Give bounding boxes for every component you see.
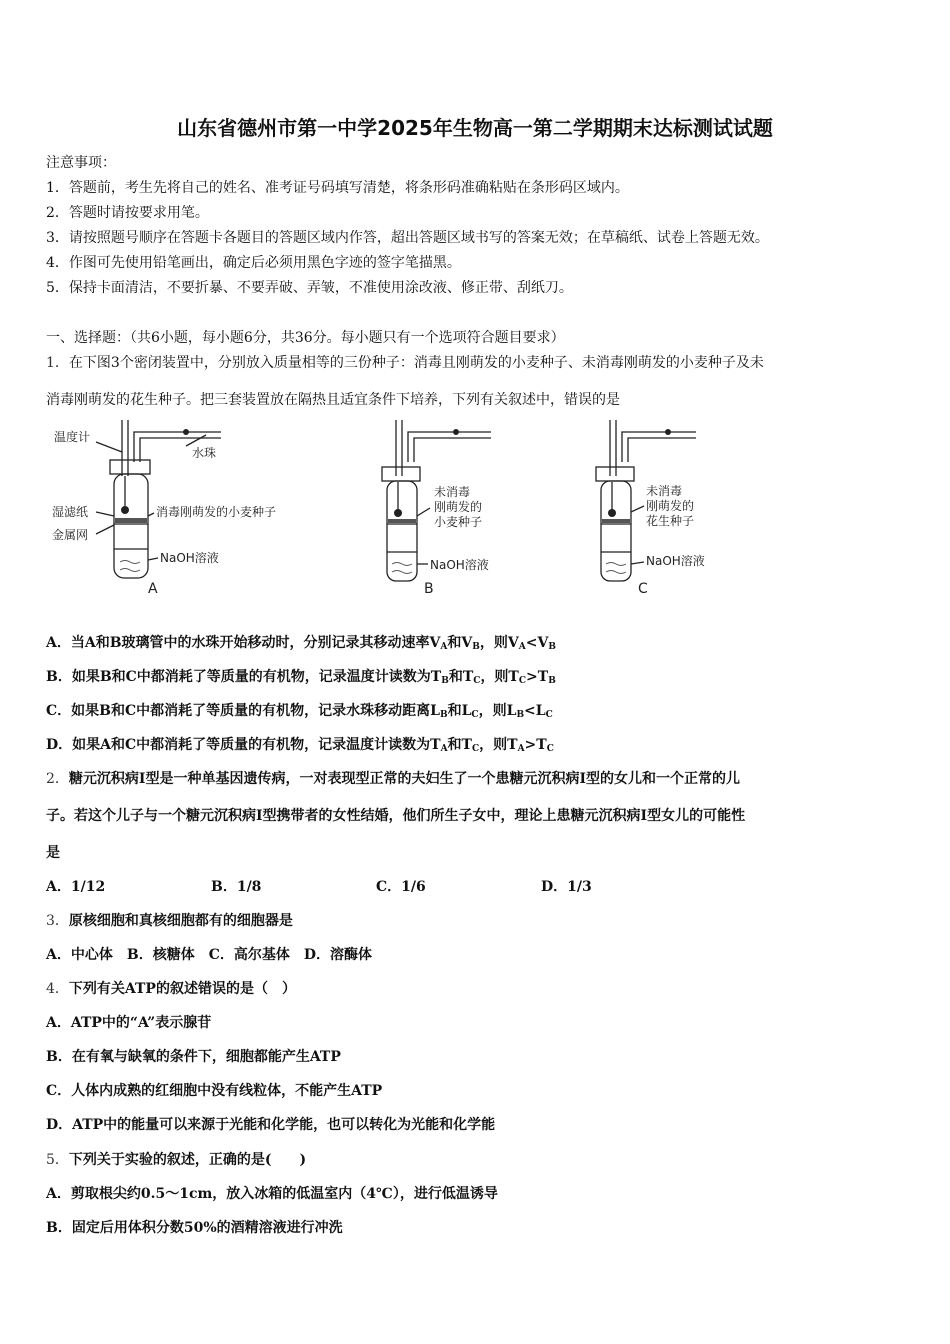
label-naoh-c: NaOH溶液 xyxy=(646,554,705,568)
question-3-options: A．中心体 B．核糖体 C．高尔基体 D．溶酶体 xyxy=(46,947,372,963)
notice-item: 4．作图可先使用铅笔画出，确定后必须用黑色字迹的签字笔描黑。 xyxy=(46,255,461,271)
question-4-option-b: B．在有氧与缺氧的条件下，细胞都能产生ATP xyxy=(46,1049,341,1065)
option: B．1/8 xyxy=(211,879,262,895)
question-3-stem: 3．原核细胞和真核细胞都有的细胞器是 xyxy=(46,913,293,929)
section-heading: 一、选择题：（共6小题，每小题6分，共36分。每小题只有一个选项符合题目要求） xyxy=(46,330,565,346)
question-5-stem: 5．下列关于实验的叙述，正确的是( ) xyxy=(46,1152,307,1168)
label-c: C xyxy=(638,581,648,597)
label-wet-paper: 湿滤纸 xyxy=(52,505,89,519)
notice-heading: 注意事项： xyxy=(46,155,116,171)
question-2-stem-cont: 是 xyxy=(46,845,60,861)
option: A．1/12 xyxy=(46,879,106,895)
experiment-diagram xyxy=(46,412,706,602)
label-seed-c: 刚萌发的 xyxy=(646,499,695,513)
question-1-option-b: B．如果B和C中都消耗了等质量的有机物，记录温度计读数为$T_B$和$T_C$，则$T_C>T_B$ xyxy=(46,669,556,686)
notice-item: 1．答题前，考生先将自己的姓名、准考证号码填写清楚，将条形码准确粘贴在条形码区域内。 xyxy=(46,180,629,196)
label-naoh-b: NaOH溶液 xyxy=(430,558,489,572)
question-4-option-c: C．人体内成熟的红细胞中没有线粒体，不能产生ATP xyxy=(46,1083,383,1099)
label-seed-b: 未消毒 xyxy=(434,485,471,499)
question-5-option-b: B．固定后用体积分数50%的酒精溶液进行冲洗 xyxy=(46,1220,343,1236)
question-2-stem: 2．糖元沉积病Ⅰ型是一种单基因遗传病，一对表现型正常的夫妇生了一个患糖元沉积病Ⅰ型的女儿和一个正常的儿 xyxy=(46,771,741,787)
label-naoh-a: NaOH溶液 xyxy=(160,551,219,565)
page-title: 山东省德州市第一中学2025年生物高一第二学期期末达标测试试题 xyxy=(177,116,773,140)
label-a: A xyxy=(148,581,158,597)
question-1-option-d: D．如果A和C中都消耗了等质量的有机物，记录温度计读数为$T_A$和$T_C$，则$T_A>T_C$ xyxy=(46,737,554,754)
label-metal-net: 金属网 xyxy=(52,528,89,542)
label-thermometer: 温度计 xyxy=(54,430,91,444)
question-4-option-a: A．ATP中的“A”表示腺苷 xyxy=(46,1015,212,1031)
question-1-option-c: C．如果B和C中都消耗了等质量的有机物，记录水珠移动距离$L_B$和$L_C$，则$L_B<L_C$ xyxy=(46,703,553,720)
notice-item: 3．请按照题号顺序在答题卡各题目的答题区域内作答，超出答题区域书写的答案无效；在草稿纸、试卷上答题无效。 xyxy=(46,230,769,246)
question-4-stem: 4．下列有关ATP的叙述错误的是（ ） xyxy=(46,981,296,997)
label-seed-b: 小麦种子 xyxy=(434,515,483,529)
option: C．1/6 xyxy=(376,879,426,895)
option: D．1/3 xyxy=(541,879,592,895)
label-seed-b: 刚萌发的 xyxy=(434,500,483,514)
notice-item: 5．保持卡面清洁，不要折暴、不要弄破、弄皱，不准使用涂改液、修正带、刮纸刀。 xyxy=(46,280,573,296)
label-seed-a: 消毒刚萌发的小麦种子 xyxy=(156,505,277,519)
question-4-option-d: D．ATP中的能量可以来源于光能和化学能，也可以转化为光能和化学能 xyxy=(46,1117,496,1133)
question-2-stem-cont: 子。若这个儿子与一个糖元沉积病Ⅰ型携带者的女性结婚，他们所生子女中，理论上患糖元沉积病Ⅰ型女儿的可能性 xyxy=(46,808,746,824)
label-seed-c: 花生种子 xyxy=(646,514,695,528)
label-water-drop: 水珠 xyxy=(192,446,217,460)
label-b: B xyxy=(424,581,434,597)
question-1-option-a: A．当A和B玻璃管中的水珠开始移动时，分别记录其移动速率$V_A$和$V_B$，则$V_A<V_B$ xyxy=(46,635,556,652)
question-1-stem: 1．在下图3个密闭装置中，分别放入质量相等的三份种子：消毒且刚萌发的小麦种子、未消毒刚萌发的小麦种子及未 xyxy=(46,355,764,371)
notice-item: 2．答题时请按要求用笔。 xyxy=(46,205,209,221)
label-seed-c: 未消毒 xyxy=(646,484,683,498)
question-1-stem-cont: 消毒刚萌发的花生种子。把三套装置放在隔热且适宜条件下培养，下列有关叙述中，错误的是 xyxy=(46,392,620,408)
question-5-option-a: A．剪取根尖约0.5～1cm，放入冰箱的低温室内（4℃），进行低温诱导 xyxy=(46,1186,498,1202)
